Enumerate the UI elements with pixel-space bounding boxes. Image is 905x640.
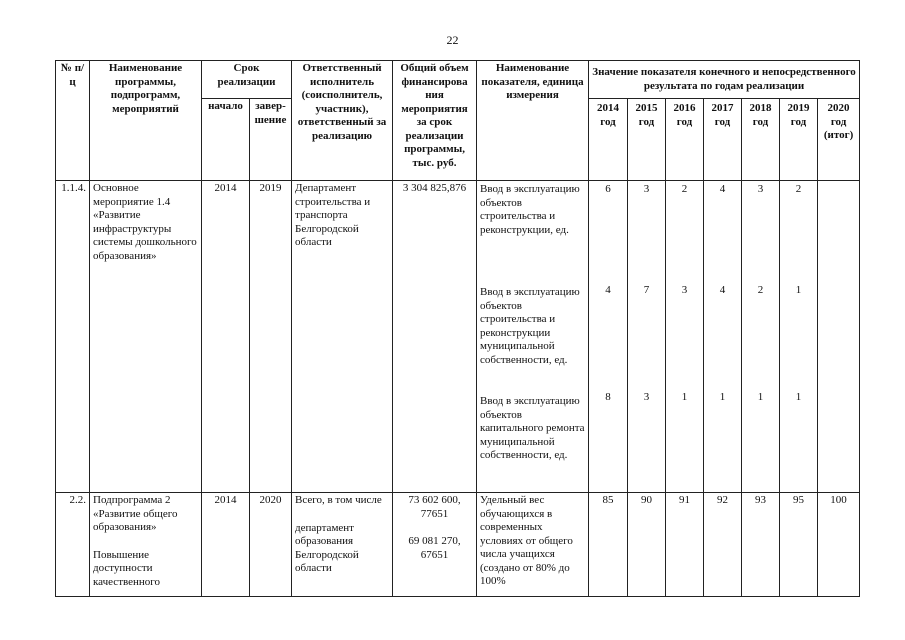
row-2-2014: 85	[589, 493, 628, 597]
row-1-indicator-2: Ввод в эксплуатацию объектов строительства и реконструкции муниципальной собственности, ед.	[480, 286, 580, 366]
header-responsible: Ответственный исполнитель (соисполнитель, участник), ответственный за реализацию	[292, 61, 393, 181]
row-2-2017: 92	[704, 493, 742, 597]
header-year-2017: 2017 год	[704, 99, 742, 181]
row-1-2020	[818, 181, 860, 493]
row-2-indicator: Удельный вес обучающихся в современных условиях от общего числа учащихся (создано от 80% до 100%	[477, 493, 589, 597]
row-1-ind3-2016: 1	[681, 391, 688, 403]
row-1-start: 2014	[202, 181, 250, 493]
header-year-2016: 2016 год	[666, 99, 704, 181]
row-2-2019: 95	[780, 493, 818, 597]
row-2-total-1: 73 602 600, 77651	[408, 494, 461, 520]
program-table	[55, 60, 860, 597]
header-term: Срок реализации	[202, 61, 292, 99]
header-total: Общий объем финансирова ния мероприятия за срок реализации программы, тыс. руб.	[393, 61, 477, 181]
header-num: № п/ц	[56, 61, 90, 181]
row-2-2020: 100	[818, 493, 860, 597]
row-1-ind2-2014: 4	[605, 284, 611, 296]
row-1-ind3-2014: 8	[605, 391, 611, 403]
row-1-ind1-2018: 3	[757, 183, 764, 195]
row-1-ind1-2016: 2	[681, 183, 688, 195]
row-2-2016: 91	[666, 493, 704, 597]
header-year-2015: 2015 год	[628, 99, 666, 181]
header-values-title: Значение показателя конечного и непосредственного результата по годам реализации	[589, 61, 860, 99]
row-2-responsible-1: Всего, в том числе	[295, 494, 382, 506]
page-number: 22	[446, 33, 459, 47]
row-2-responsible-2: департамент образования Белгородской области	[295, 521, 359, 574]
header-name: Наименование программы, подпрограмм, мероприятий	[90, 61, 202, 181]
header-year-2020: 2020 год (итог)	[818, 99, 860, 181]
header-indicator: Наименование показателя, единица измерения	[477, 61, 589, 181]
header-end: завер-шение	[250, 99, 292, 181]
row-1-responsible: Департамент строительства и транспорта Белгородской области	[292, 181, 393, 493]
row-1-ind2-2018: 2	[757, 284, 764, 296]
row-1-ind1-2017: 4	[719, 183, 726, 195]
row-2-2018: 93	[742, 493, 780, 597]
row-1-ind1-2015: 3	[643, 183, 650, 195]
row-2-num: 2.2.	[56, 493, 90, 597]
row-2-total-2: 69 081 270, 67651	[408, 535, 461, 561]
row-1-num: 1.1.4.	[56, 181, 90, 493]
row-1-ind3-2019: 1	[795, 391, 802, 403]
row-2-total-cell	[393, 493, 477, 597]
row-1-indicator-1: Ввод в эксплуатацию объектов строительства и реконструкции, ед.	[480, 183, 580, 236]
row-1-ind2-2019: 1	[795, 284, 802, 296]
row-1-ind1-2014: 6	[605, 183, 611, 195]
row-1-ind3-2018: 1	[757, 391, 764, 403]
row-1-total: 3 304 825,876	[393, 181, 477, 493]
row-1-indicator-3: Ввод в эксплуатацию объектов капитального ремонта муниципальной собственности, ед.	[480, 395, 585, 461]
row-1-ind3-2017: 1	[719, 391, 726, 403]
row-2-end: 2020	[250, 493, 292, 597]
row-1-ind3-2015: 3	[643, 391, 650, 403]
row-1-ind2-2015: 7	[643, 284, 650, 296]
row-1-ind2-2017: 4	[719, 284, 726, 296]
row-2-name-cell	[90, 493, 202, 597]
row-1-name: Основное мероприятие 1.4 «Развитие инфраструктуры системы дошкольного образования»	[90, 181, 202, 493]
row-2-2015: 90	[628, 493, 666, 597]
header-year-2019: 2019 год	[780, 99, 818, 181]
header-year-2018: 2018 год	[742, 99, 780, 181]
row-2-responsible-cell	[292, 493, 393, 597]
header-year-2014: 2014 год	[589, 99, 628, 181]
row-1-ind1-2019: 2	[795, 183, 802, 195]
row-2-name-2: Повышение доступности качественного	[93, 548, 161, 588]
row-1-end: 2019	[250, 181, 292, 493]
row-1-ind2-2016: 3	[681, 284, 688, 296]
header-start: начало	[202, 99, 250, 181]
row-2-name-1: Подпрограмма 2 «Развитие общего образования»	[93, 494, 178, 533]
row-2-start: 2014	[202, 493, 250, 597]
